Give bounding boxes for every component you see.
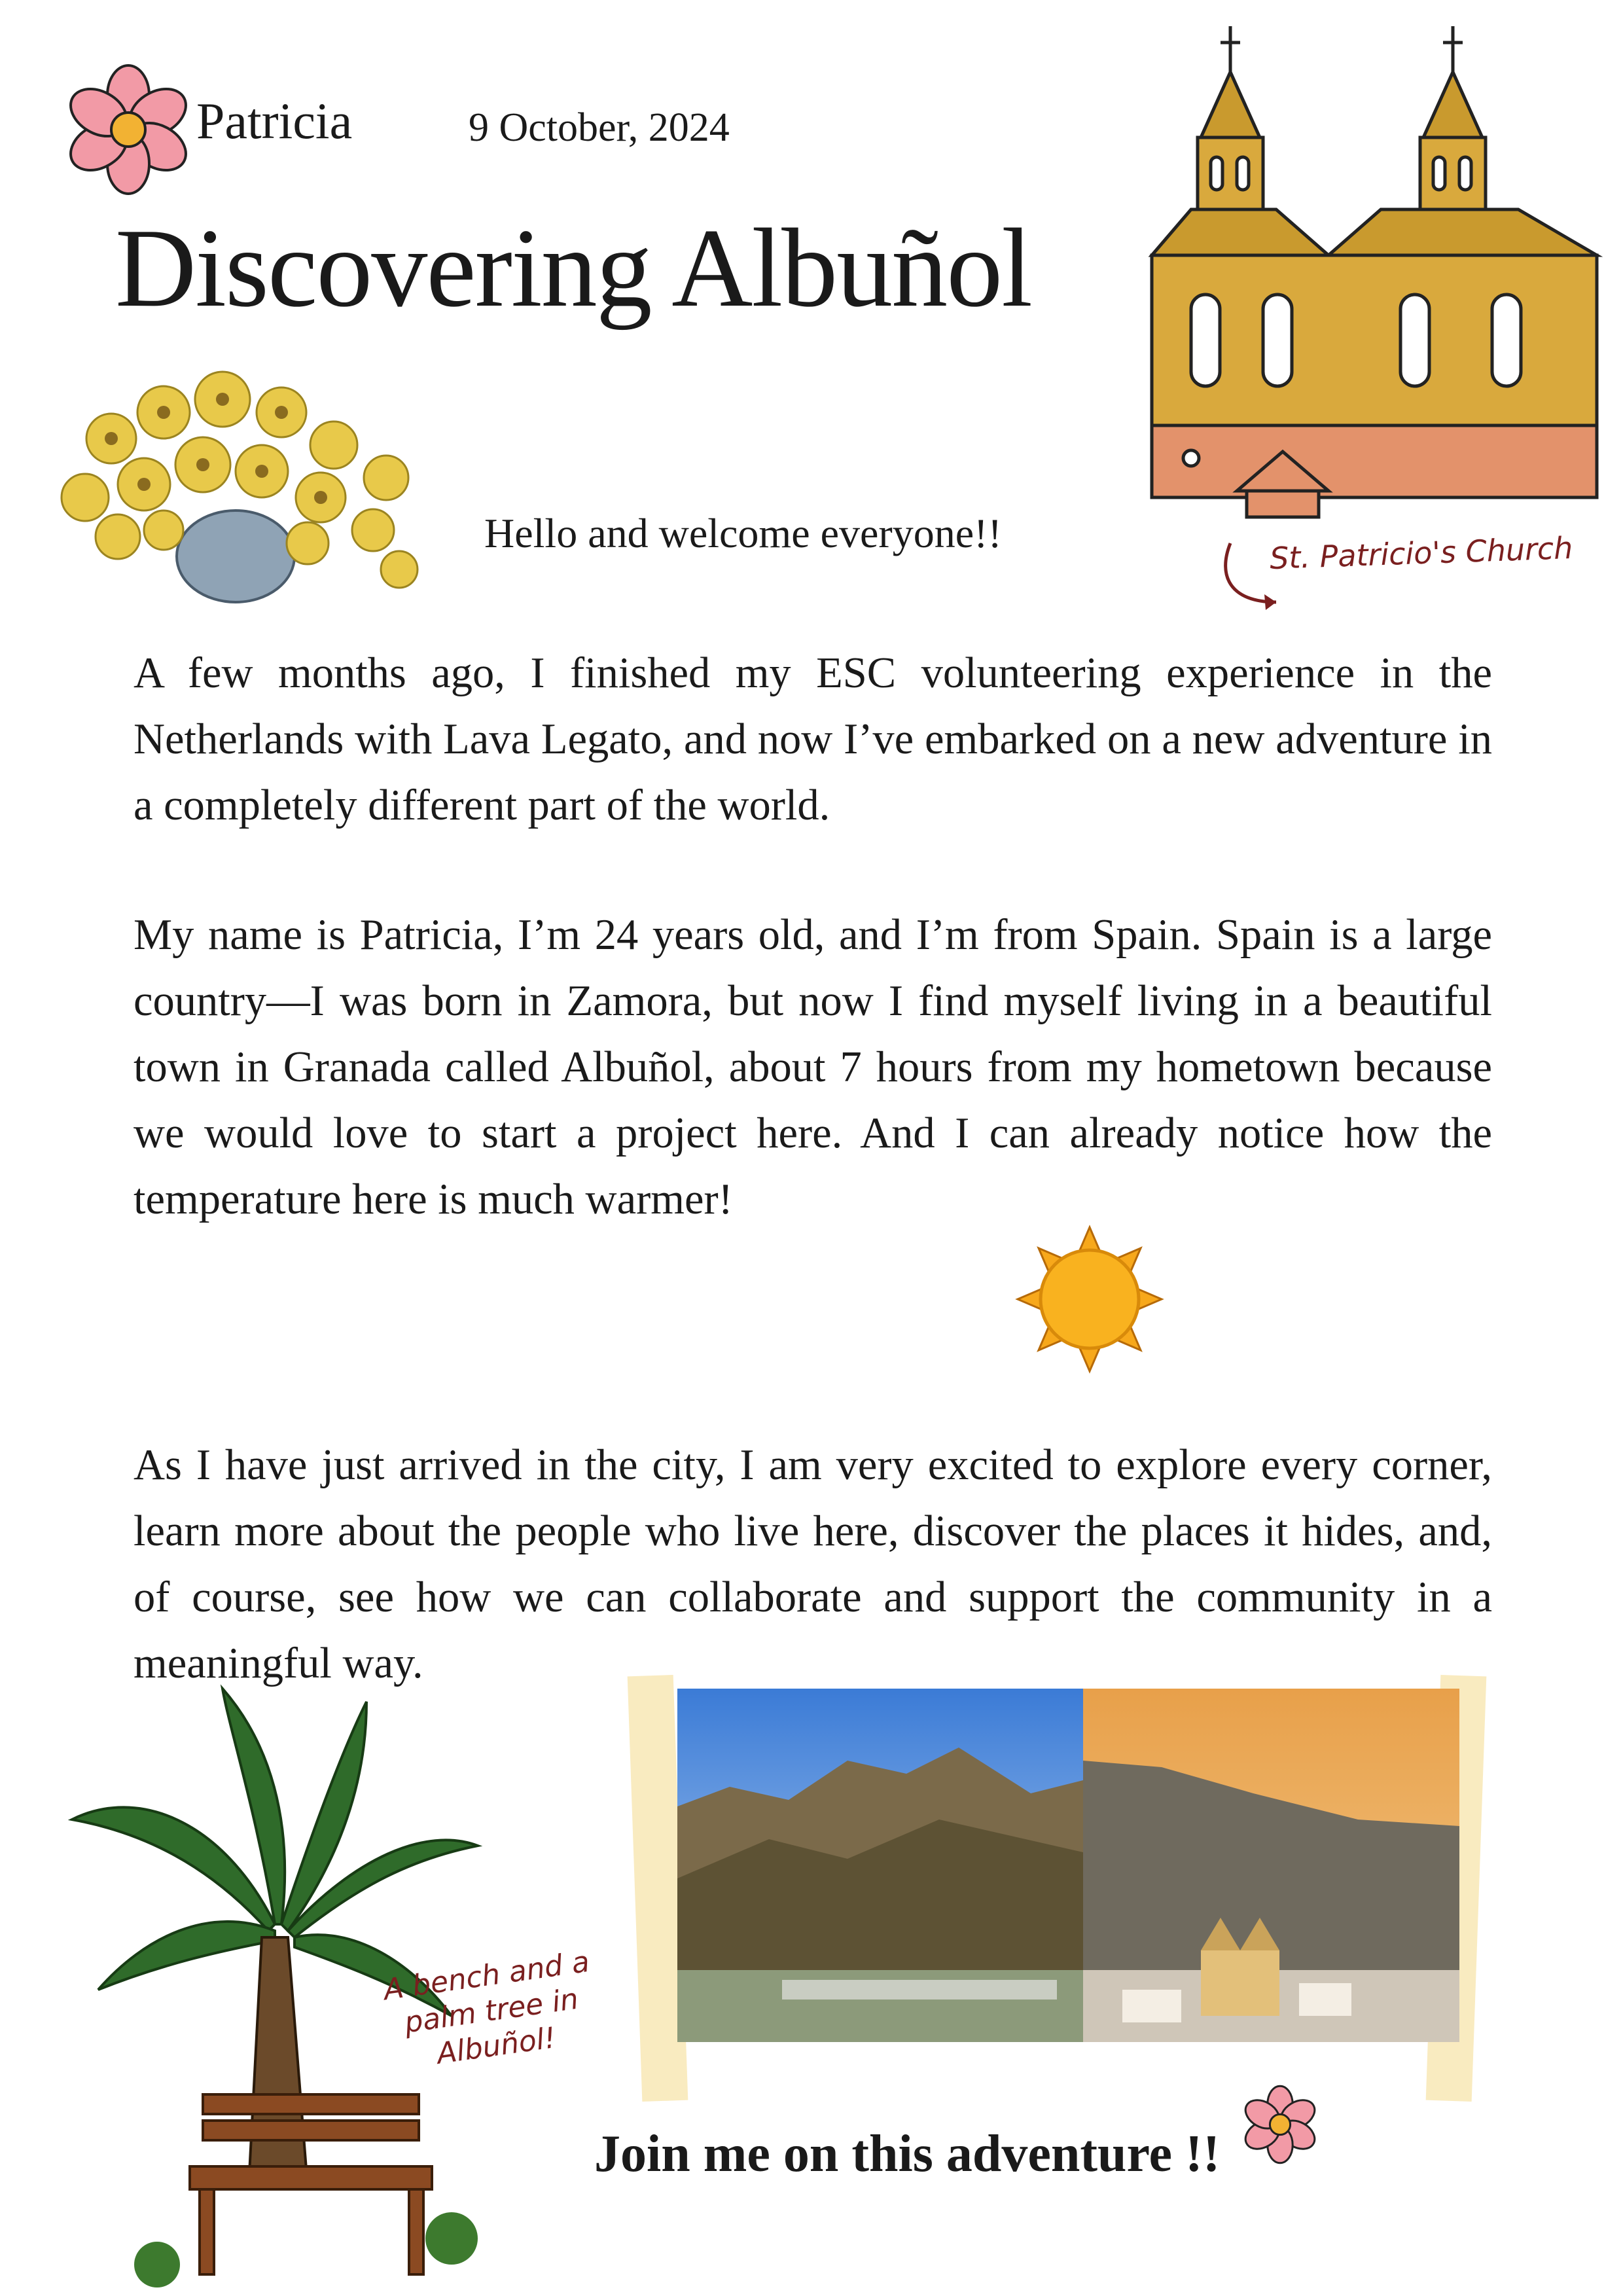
author-name: Patricia <box>196 92 353 149</box>
arrow-icon <box>1217 537 1283 615</box>
page-title: Discovering Albuñol <box>115 206 1031 331</box>
flower-icon <box>1241 2085 1319 2164</box>
closing-line: Join me on this adventure !! <box>594 2125 1221 2183</box>
photo-mountains-day <box>677 1689 1083 2042</box>
post-date: 9 October, 2024 <box>469 105 730 150</box>
paragraph-plans: As I have just arrived in the city, I am very excited to explore every corner, learn more about the people who live here, discover the places it hides, and, of course, see how we can collaborate and support the community in a meaningful way. <box>134 1441 1492 1687</box>
sun-icon <box>1014 1224 1165 1374</box>
paragraph-intro: A few months ago, I finished my ESC volunteering experience in the Netherlands with Lava Legato, and now I’ve embarked on a new adventure in a completely different part of the world. <box>134 649 1492 829</box>
church-annotation: St. Patricio's Church <box>1269 529 1574 577</box>
palm-annotation: A bench and a palm tree in Albuñol! <box>382 1945 592 2071</box>
greeting: Hello and welcome everyone!! <box>484 510 1002 556</box>
photo-sunset-church <box>1083 1689 1459 2042</box>
paragraph-about: My name is Patricia, I’m 24 years old, and I’m from Spain. Spain is a large country—I was born in Zamora, but now I find myself living in a beautiful town in Granada called Albuñol, about 7 hours from my hometown because we would love to start a project here. And I can already notice how the temperature here is much warmer! <box>134 911 1492 1223</box>
flower-vase-illustration <box>33 340 452 615</box>
church-illustration <box>1113 20 1610 530</box>
flower-icon <box>63 64 194 195</box>
